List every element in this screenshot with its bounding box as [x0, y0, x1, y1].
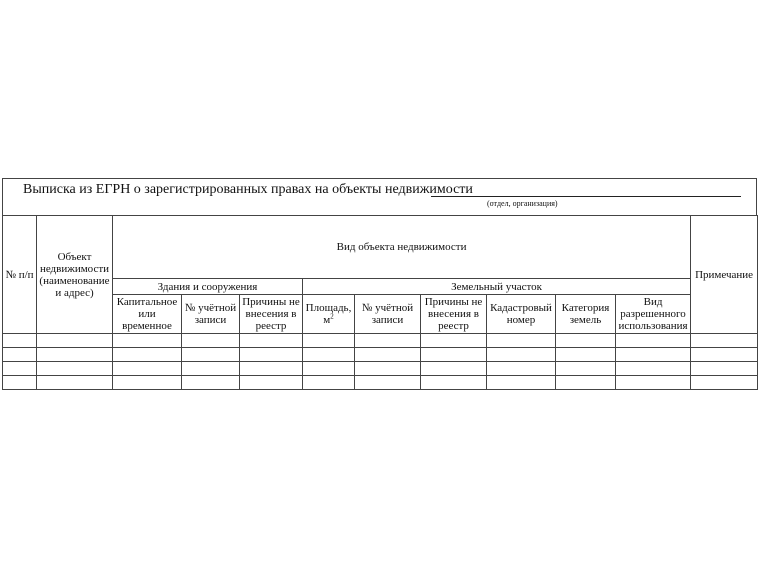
- table-cell[interactable]: [616, 334, 691, 348]
- table-cell[interactable]: [355, 334, 421, 348]
- table-cell[interactable]: [616, 348, 691, 362]
- header-land-area-label: Площадь, м: [305, 302, 352, 326]
- table-row: [3, 334, 758, 348]
- table-cell[interactable]: [487, 376, 556, 390]
- table-cell[interactable]: [240, 362, 303, 376]
- table-cell[interactable]: [487, 362, 556, 376]
- table-cell[interactable]: [37, 348, 113, 362]
- header-land-area-unit: 2: [330, 312, 334, 321]
- table-cell[interactable]: [113, 348, 182, 362]
- table-cell[interactable]: [240, 348, 303, 362]
- table-cell[interactable]: [556, 362, 616, 376]
- table-cell[interactable]: [113, 334, 182, 348]
- table-cell[interactable]: [37, 376, 113, 390]
- table-cell[interactable]: [3, 376, 37, 390]
- header-group-buildings: Здания и сооружения: [113, 279, 303, 295]
- header-land-reasons: Причины не внесения в реестр: [421, 295, 487, 334]
- table-row: [3, 362, 758, 376]
- table-body: [3, 334, 758, 390]
- table-cell[interactable]: [691, 362, 758, 376]
- table-cell[interactable]: [355, 362, 421, 376]
- organization-fill-line: [431, 196, 741, 197]
- table-cell[interactable]: [421, 348, 487, 362]
- header-land-record-no: № учётной записи: [355, 295, 421, 334]
- table-cell[interactable]: [421, 334, 487, 348]
- header-land-usage: Вид разрешенного использования: [616, 295, 691, 334]
- header-note: Примечание: [691, 216, 758, 334]
- header-land-area: [303, 295, 355, 334]
- table-row: [3, 376, 758, 390]
- table-cell[interactable]: [487, 348, 556, 362]
- header-land-category: Категория земель: [556, 295, 616, 334]
- table-cell[interactable]: [113, 362, 182, 376]
- document-title: Выписка из ЕГРН о зарегистрированных правах на объекты недвижимости: [23, 182, 473, 197]
- table-cell[interactable]: [182, 348, 240, 362]
- table-cell[interactable]: [182, 362, 240, 376]
- header-building-record-no: № учётной записи: [182, 295, 240, 334]
- table-row: [3, 348, 758, 362]
- table-cell[interactable]: [616, 362, 691, 376]
- table-cell[interactable]: [37, 362, 113, 376]
- header-number: № п/п: [3, 216, 37, 334]
- table-cell[interactable]: [616, 376, 691, 390]
- header-building-kind: Капитальное или временное: [113, 295, 182, 334]
- table-cell[interactable]: [556, 348, 616, 362]
- egrn-table: [2, 215, 758, 390]
- table-cell[interactable]: [556, 376, 616, 390]
- header-group-land: Земельный участок: [303, 279, 691, 295]
- table-cell[interactable]: [182, 334, 240, 348]
- table-cell[interactable]: [691, 334, 758, 348]
- table-cell[interactable]: [487, 334, 556, 348]
- table-cell[interactable]: [303, 362, 355, 376]
- table-cell[interactable]: [240, 334, 303, 348]
- table-cell[interactable]: [421, 376, 487, 390]
- table-cell[interactable]: [37, 334, 113, 348]
- header-object: Объект недвижимости (наименование и адрес): [37, 216, 113, 334]
- table-cell[interactable]: [355, 348, 421, 362]
- title-row: [2, 178, 757, 215]
- organization-caption: (отдел, организация): [487, 199, 558, 208]
- table-cell[interactable]: [691, 376, 758, 390]
- table-cell[interactable]: [3, 348, 37, 362]
- table-cell[interactable]: [691, 348, 758, 362]
- table-cell[interactable]: [421, 362, 487, 376]
- egrn-extract-form: [2, 178, 757, 390]
- table-cell[interactable]: [3, 334, 37, 348]
- table-cell[interactable]: [556, 334, 616, 348]
- header-object-type: Вид объекта недвижимости: [113, 216, 691, 279]
- table-cell[interactable]: [3, 362, 37, 376]
- table-cell[interactable]: [113, 376, 182, 390]
- table-cell[interactable]: [240, 376, 303, 390]
- table-cell[interactable]: [303, 334, 355, 348]
- header-building-reasons: Причины не внесения в реестр: [240, 295, 303, 334]
- table-cell[interactable]: [355, 376, 421, 390]
- table-cell[interactable]: [303, 348, 355, 362]
- table-cell[interactable]: [303, 376, 355, 390]
- header-land-cadastral: Кадастровый номер: [487, 295, 556, 334]
- table-cell[interactable]: [182, 376, 240, 390]
